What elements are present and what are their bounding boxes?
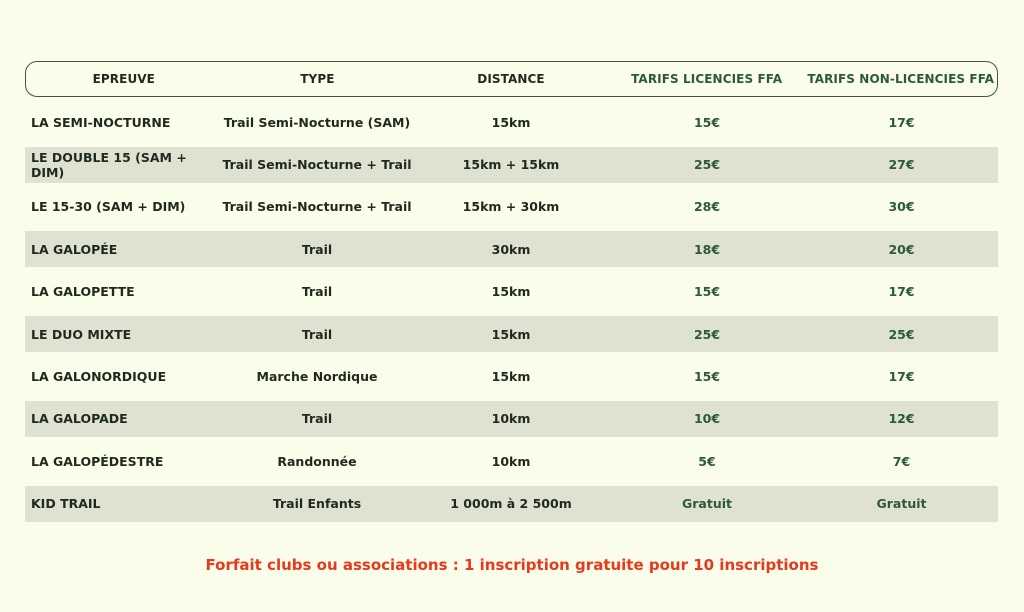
club-forfait-note: Forfait clubs ou associations : 1 inscription gratuite pour 10 inscriptions — [205, 556, 819, 574]
header-tarifs-licencies: TARIFS LICENCIES FFA — [631, 72, 783, 86]
table-header — [25, 61, 998, 97]
table-row — [25, 186, 998, 228]
cell-tarif-licencie: 5€ — [698, 453, 716, 469]
cell-epreuve: LA GALOPADE — [31, 411, 128, 427]
cell-tarif-non-licencie: 12€ — [888, 411, 915, 427]
cell-tarif-non-licencie: 20€ — [888, 241, 915, 257]
table-row — [25, 271, 998, 313]
table-row — [25, 316, 998, 352]
cell-type: Marche Nordique — [256, 368, 378, 384]
cell-type: Trail Semi-Nocturne + Trail — [222, 157, 412, 173]
pricing-table — [25, 61, 998, 525]
cell-distance: 15km — [491, 326, 531, 342]
table-row — [25, 486, 998, 522]
cell-tarif-licencie: 28€ — [693, 199, 721, 215]
cell-type: Trail — [301, 326, 333, 342]
cell-tarif-non-licencie: 30€ — [888, 199, 915, 215]
cell-epreuve: LE 15-30 (SAM + DIM) — [31, 199, 186, 215]
cell-epreuve: LA SEMI-NOCTURNE — [31, 114, 171, 130]
table-row — [25, 101, 998, 143]
cell-distance: 15km — [491, 114, 531, 130]
cell-distance: 30km — [491, 241, 531, 257]
cell-tarif-non-licencie: 27€ — [888, 157, 915, 173]
cell-tarif-licencie: 18€ — [693, 241, 721, 257]
cell-type: Trail — [301, 241, 333, 257]
header-distance: DISTANCE — [477, 72, 545, 86]
cell-type: Trail Enfants — [272, 496, 362, 512]
header-type: TYPE — [300, 72, 335, 86]
cell-epreuve: LA GALONORDIQUE — [31, 368, 167, 384]
header-epreuve: EPREUVE — [92, 72, 155, 86]
cell-tarif-licencie: Gratuit — [682, 496, 732, 512]
table-row — [25, 440, 998, 482]
cell-tarif-licencie: 10€ — [693, 411, 721, 427]
cell-epreuve: LA GALOPETTE — [31, 284, 135, 300]
cell-tarif-licencie: 15€ — [693, 368, 721, 384]
cell-tarif-non-licencie: 7€ — [892, 453, 911, 469]
cell-tarif-non-licencie: 17€ — [888, 284, 915, 300]
cell-epreuve: LA GALOPÉDESTRE — [31, 453, 164, 469]
header-tarifs-non-licencies: TARIFS NON-LICENCIES FFA — [807, 72, 995, 86]
cell-epreuve: KID TRAIL — [31, 496, 101, 512]
cell-tarif-non-licencie: Gratuit — [876, 496, 927, 512]
cell-tarif-non-licencie: 17€ — [888, 114, 915, 130]
cell-tarif-non-licencie: 17€ — [888, 368, 915, 384]
cell-distance: 15km — [491, 368, 531, 384]
cell-distance: 15km + 30km — [462, 199, 560, 215]
table-row — [25, 147, 998, 183]
table-row — [25, 401, 998, 437]
table-row — [25, 231, 998, 267]
cell-tarif-licencie: 15€ — [693, 284, 721, 300]
cell-tarif-non-licencie: 25€ — [888, 326, 915, 342]
cell-distance: 15km + 15km — [462, 157, 560, 173]
cell-type: Trail — [301, 411, 333, 427]
cell-tarif-licencie: 25€ — [693, 326, 721, 342]
table-row — [25, 355, 998, 397]
cell-type: Trail Semi-Nocturne + Trail — [222, 199, 412, 215]
cell-epreuve: LA GALOPÉE — [31, 241, 118, 257]
cell-type: Trail Semi-Nocturne (SAM) — [223, 114, 411, 130]
cell-epreuve: LE DOUBLE 15 (SAM + DIM) — [31, 149, 187, 180]
cell-distance: 10km — [491, 411, 531, 427]
cell-type: Trail — [301, 284, 333, 300]
cell-tarif-licencie: 25€ — [693, 157, 721, 173]
cell-epreuve: LE DUO MIXTE — [31, 326, 132, 342]
cell-distance: 10km — [491, 453, 531, 469]
cell-type: Randonnée — [277, 453, 357, 469]
cell-distance: 1 000m à 2 500m — [450, 496, 572, 512]
cell-distance: 15km — [491, 284, 531, 300]
table-body — [25, 101, 998, 522]
cell-tarif-licencie: 15€ — [693, 114, 721, 130]
